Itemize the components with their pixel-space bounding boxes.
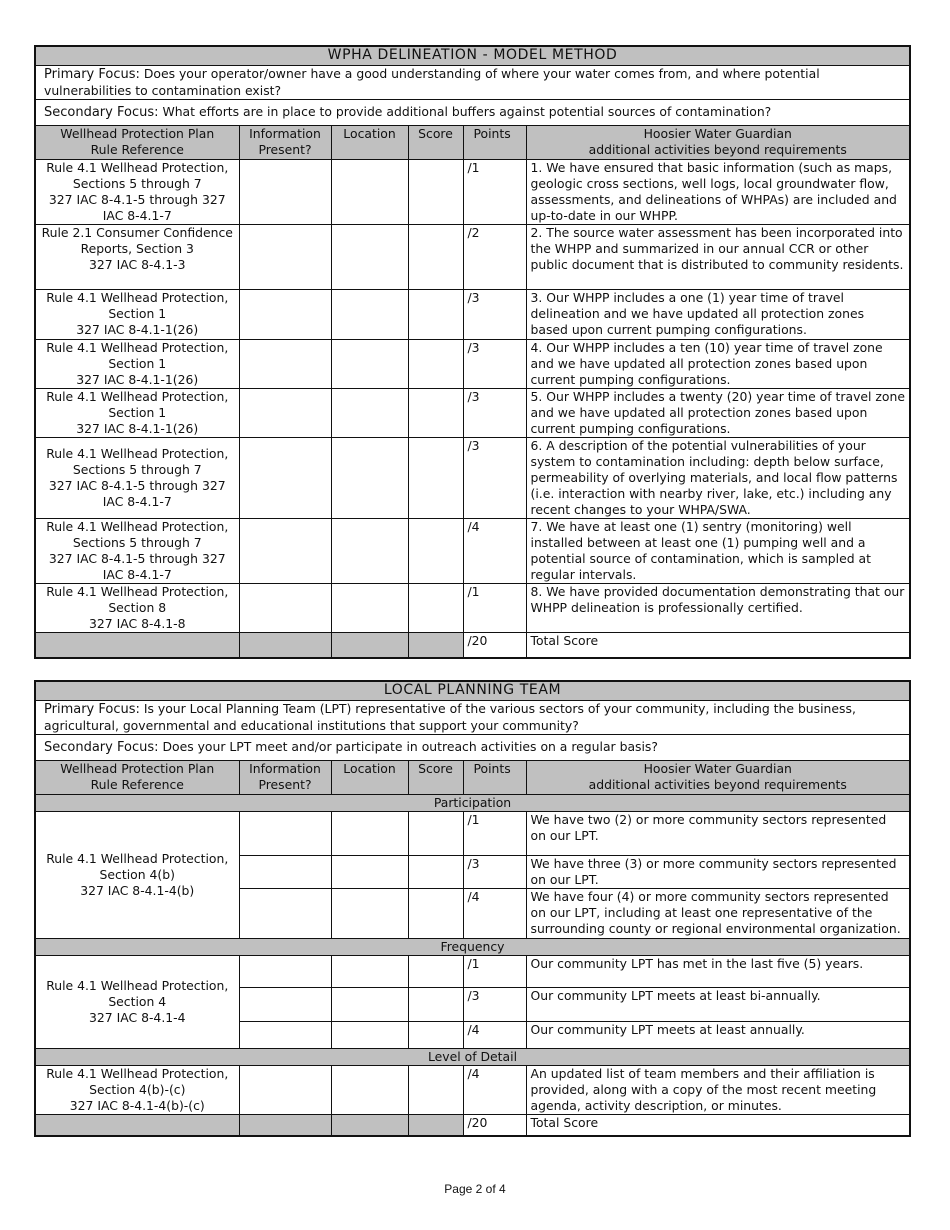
criteria-row (35, 811, 910, 855)
score-cell[interactable] (408, 987, 463, 1021)
information-present-cell[interactable] (239, 987, 331, 1021)
score-cell[interactable] (408, 855, 463, 888)
score-cell[interactable] (408, 811, 463, 855)
criteria-row (35, 289, 910, 339)
information-present-cell[interactable] (239, 955, 331, 987)
activity-description: 5. Our WHPP includes a twenty (20) year time of travel zone and we have updated all protection zones based upon current pumping configurations. (526, 388, 910, 437)
location-cell[interactable] (331, 811, 408, 855)
location-cell[interactable] (331, 339, 408, 388)
points-value: /3 (463, 388, 526, 437)
group-header-row (35, 794, 910, 811)
header-location: Location (331, 125, 408, 159)
location-cell[interactable] (331, 388, 408, 437)
rule-reference: Rule 4.1 Wellhead Protection, Sections 5 through 7 327 IAC 8-4.1-5 through 327 IAC 8-4.1-7 (35, 437, 239, 518)
total-blank (408, 1114, 463, 1136)
total-blank (239, 1114, 331, 1136)
header-information-present: Information Present? (239, 125, 331, 159)
score-cell[interactable] (408, 437, 463, 518)
score-cell[interactable] (408, 888, 463, 938)
primary-focus (35, 65, 910, 99)
total-blank (239, 632, 331, 658)
location-cell[interactable] (331, 888, 408, 938)
score-cell[interactable] (408, 1021, 463, 1048)
score-cell[interactable] (408, 289, 463, 339)
location-cell[interactable] (331, 289, 408, 339)
score-cell[interactable] (408, 955, 463, 987)
primary-focus-label: Primary Focus: (44, 66, 140, 82)
group-label-participation: Participation (35, 794, 910, 811)
location-cell[interactable] (331, 955, 408, 987)
group-header-row (35, 1048, 910, 1065)
secondary-focus-label: Secondary Focus: (44, 104, 159, 120)
activity-description: We have two (2) or more community sectors represented on our LPT. (526, 811, 910, 855)
rule-reference: Rule 4.1 Wellhead Protection, Sections 5 through 7 327 IAC 8-4.1-5 through 327 IAC 8-4.1-7 (35, 159, 239, 224)
criteria-row (35, 224, 910, 289)
primary-focus (35, 700, 910, 734)
location-cell[interactable] (331, 518, 408, 583)
points-value: /4 (463, 888, 526, 938)
activity-description: We have four (4) or more community sectors represented on our LPT, including at least one representative of the surrounding county or regional environmental organization. (526, 888, 910, 938)
criteria-row (35, 339, 910, 388)
location-cell[interactable] (331, 224, 408, 289)
activity-description: Our community LPT has met in the last five (5) years. (526, 955, 910, 987)
total-blank (35, 632, 239, 658)
total-row (35, 632, 910, 658)
group-label-detail: Level of Detail (35, 1048, 910, 1065)
information-present-cell[interactable] (239, 583, 331, 632)
header-score: Score (408, 125, 463, 159)
header-hoosier-water-guardian: Hoosier Water Guardian additional activities beyond requirements (526, 125, 910, 159)
information-present-cell[interactable] (239, 855, 331, 888)
rule-reference: Rule 4.1 Wellhead Protection, Section 8 327 IAC 8-4.1-8 (35, 583, 239, 632)
points-value: /2 (463, 224, 526, 289)
rule-reference: Rule 4.1 Wellhead Protection, Section 1 327 IAC 8-4.1-1(26) (35, 289, 239, 339)
section-title: LOCAL PLANNING TEAM (35, 681, 910, 700)
points-value: /3 (463, 987, 526, 1021)
criteria-row (35, 583, 910, 632)
activity-description: Our community LPT meets at least annually. (526, 1021, 910, 1048)
criteria-row (35, 1065, 910, 1114)
score-cell[interactable] (408, 159, 463, 224)
points-value: /3 (463, 289, 526, 339)
total-blank (35, 1114, 239, 1136)
activity-description: 7. We have at least one (1) sentry (monitoring) well installed between at least one (1) pumping well and a potential source of contamination, which is sampled at regular intervals. (526, 518, 910, 583)
rule-reference: Rule 4.1 Wellhead Protection, Section 4(b)-(c) 327 IAC 8-4.1-4(b)-(c) (35, 1065, 239, 1114)
total-blank (408, 632, 463, 658)
score-cell[interactable] (408, 224, 463, 289)
score-cell[interactable] (408, 518, 463, 583)
page-number: Page 2 of 4 (444, 1182, 506, 1196)
header-score: Score (408, 760, 463, 794)
information-present-cell[interactable] (239, 1021, 331, 1048)
location-cell[interactable] (331, 1021, 408, 1048)
criteria-row (35, 388, 910, 437)
rule-reference: Rule 4.1 Wellhead Protection, Section 4(b) 327 IAC 8-4.1-4(b) (35, 811, 239, 938)
points-value: /1 (463, 583, 526, 632)
secondary-focus-text: What efforts are in place to provide additional buffers against potential sources of contamination? (162, 103, 772, 119)
activity-description: 8. We have provided documentation demonstrating that our WHPP delineation is professionally certified. (526, 583, 910, 632)
points-value: /4 (463, 1021, 526, 1048)
activity-description: 1. We have ensured that basic information (such as maps, geologic cross sections, well logs, local groundwater flow, assessments, and delineations of WHPAs) are included and up-to-date in our WHPP. (526, 159, 910, 224)
rule-reference: Rule 4.1 Wellhead Protection, Section 4 327 IAC 8-4.1-4 (35, 955, 239, 1048)
total-blank (331, 632, 408, 658)
local-planning-team-table (34, 680, 911, 1137)
header-points: Points (463, 760, 526, 794)
points-value: /3 (463, 339, 526, 388)
criteria-row (35, 955, 910, 987)
criteria-row (35, 518, 910, 583)
information-present-cell[interactable] (239, 339, 331, 388)
rule-reference: Rule 4.1 Wellhead Protection, Section 1 327 IAC 8-4.1-1(26) (35, 388, 239, 437)
criteria-row (35, 159, 910, 224)
location-cell[interactable] (331, 987, 408, 1021)
information-present-cell[interactable] (239, 437, 331, 518)
activity-description: 2. The source water assessment has been incorporated into the WHPP and summarized in our annual CCR or other public document that is distributed to community residents. (526, 224, 910, 289)
group-header-row (35, 938, 910, 955)
header-rule-reference: Wellhead Protection Plan Rule Reference (35, 760, 239, 794)
header-points: Points (463, 125, 526, 159)
total-row (35, 1114, 910, 1136)
criteria-row (35, 437, 910, 518)
score-cell[interactable] (408, 388, 463, 437)
points-value: /3 (463, 437, 526, 518)
information-present-cell[interactable] (239, 1065, 331, 1114)
header-rule-reference: Wellhead Protection Plan Rule Reference (35, 125, 239, 159)
header-location: Location (331, 760, 408, 794)
activity-description: 4. Our WHPP includes a ten (10) year time of travel zone and we have updated all protection zones based upon current pumping configurations. (526, 339, 910, 388)
primary-focus-text: Does your operator/owner have a good understanding of where your water comes from, and where potential vulnerabilities to contamination exist? (44, 65, 820, 98)
score-cell[interactable] (408, 1065, 463, 1114)
information-present-cell[interactable] (239, 159, 331, 224)
location-cell[interactable] (331, 159, 408, 224)
information-present-cell[interactable] (239, 289, 331, 339)
activity-description: We have three (3) or more community sectors represented on our LPT. (526, 855, 910, 888)
location-cell[interactable] (331, 583, 408, 632)
activity-description: 3. Our WHPP includes a one (1) year time of travel delineation and we have updated all protection zones based upon current pumping configurations. (526, 289, 910, 339)
points-value: /1 (463, 159, 526, 224)
header-information-present: Information Present? (239, 760, 331, 794)
activity-description: 6. A description of the potential vulnerabilities of your system to contamination including: depth below surface, permeability of overlying materials, and local flow patterns (i.e. interaction with nearby river, lake, etc.) including any recent changes to your WHPA/SWA. (526, 437, 910, 518)
total-score-label: Total Score (526, 632, 910, 658)
secondary-focus-text: Does your LPT meet and/or participate in outreach activities on a regular basis? (162, 738, 658, 754)
primary-focus-label: Primary Focus: (44, 701, 140, 717)
score-cell[interactable] (408, 339, 463, 388)
activity-description: An updated list of team members and their affiliation is provided, along with a copy of the most recent meeting agenda, activity description, or minutes. (526, 1065, 910, 1114)
rule-reference: Rule 4.1 Wellhead Protection, Section 1 327 IAC 8-4.1-1(26) (35, 339, 239, 388)
information-present-cell[interactable] (239, 224, 331, 289)
information-present-cell[interactable] (239, 518, 331, 583)
information-present-cell[interactable] (239, 811, 331, 855)
points-value: /3 (463, 855, 526, 888)
secondary-focus (35, 99, 910, 125)
activity-description: Our community LPT meets at least bi-annually. (526, 987, 910, 1021)
rule-reference: Rule 4.1 Wellhead Protection, Sections 5 through 7 327 IAC 8-4.1-5 through 327 IAC 8-4.1-7 (35, 518, 239, 583)
header-hoosier-water-guardian: Hoosier Water Guardian additional activities beyond requirements (526, 760, 910, 794)
wpha-delineation-table (34, 45, 911, 659)
location-cell[interactable] (331, 437, 408, 518)
location-cell[interactable] (331, 855, 408, 888)
group-label-frequency: Frequency (35, 938, 910, 955)
secondary-focus-label: Secondary Focus: (44, 739, 159, 755)
points-value: /4 (463, 1065, 526, 1114)
points-value: /4 (463, 518, 526, 583)
primary-focus-text: Is your Local Planning Team (LPT) representative of the various sectors of your community, including the business, agricultural, governmental and educational institutions that support your community? (44, 700, 856, 733)
total-score-label: Total Score (526, 1114, 910, 1136)
score-cell[interactable] (408, 583, 463, 632)
points-value: /1 (463, 955, 526, 987)
total-points: /20 (463, 1114, 526, 1136)
location-cell[interactable] (331, 1065, 408, 1114)
information-present-cell[interactable] (239, 888, 331, 938)
total-points: /20 (463, 632, 526, 658)
points-value: /1 (463, 811, 526, 855)
total-blank (331, 1114, 408, 1136)
information-present-cell[interactable] (239, 388, 331, 437)
section-title: WPHA DELINEATION - MODEL METHOD (35, 46, 910, 65)
rule-reference: Rule 2.1 Consumer Confidence Reports, Section 3 327 IAC 8-4.1-3 (35, 224, 239, 289)
secondary-focus (35, 734, 910, 760)
